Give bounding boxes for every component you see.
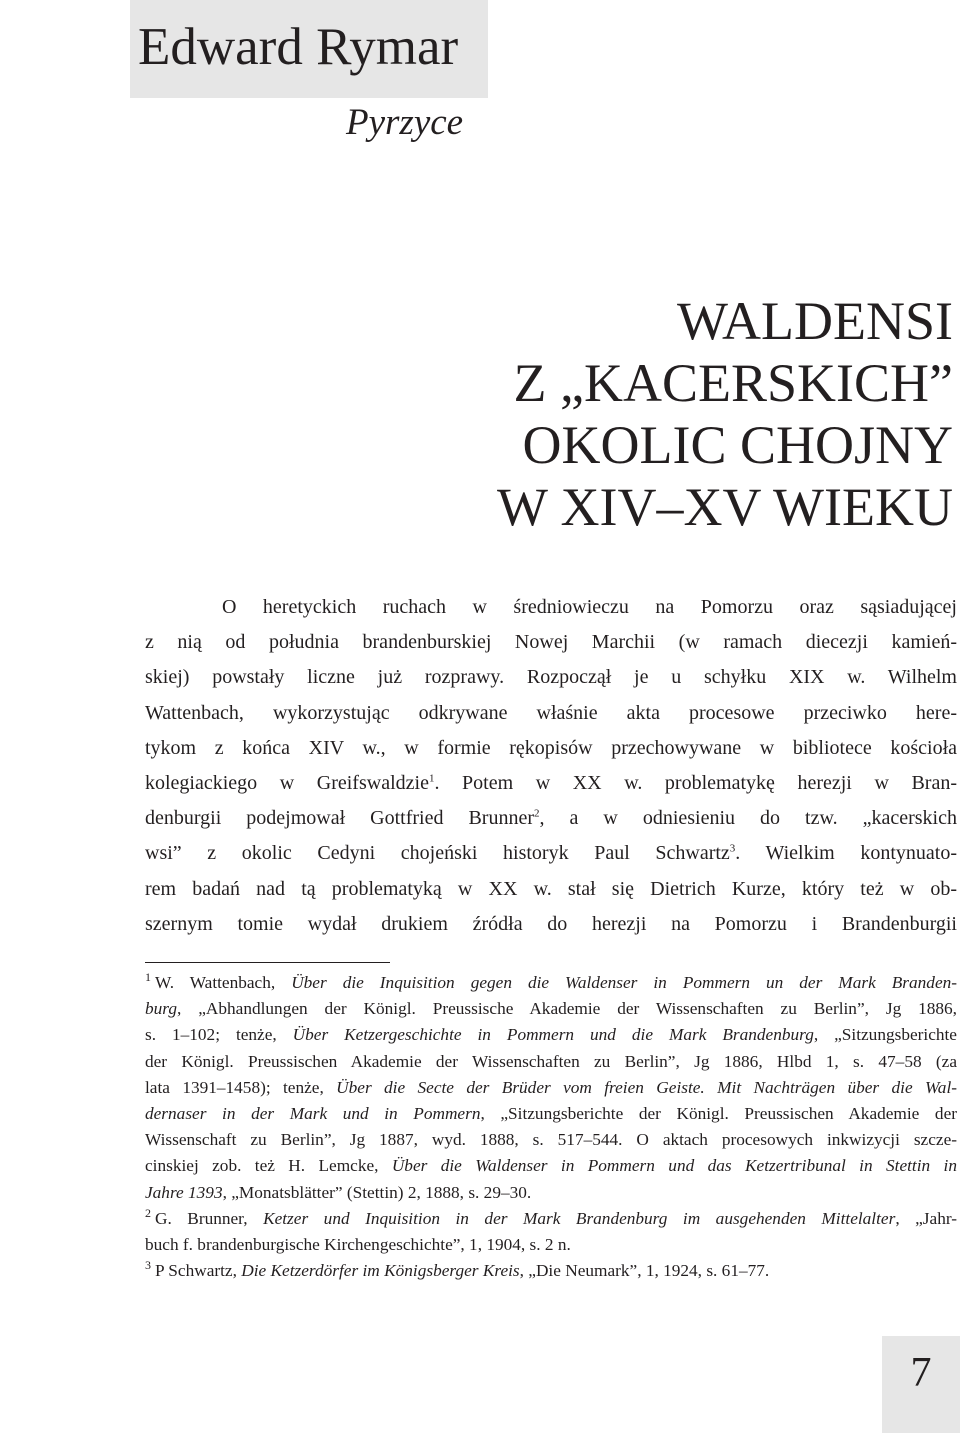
footnote-italic: Jahre 1393 [145, 1182, 223, 1202]
footnote-1-line [145, 1153, 957, 1179]
title-line: W XIV–XV WIEKU [497, 477, 953, 537]
author-place: Pyrzyce [346, 102, 464, 143]
footnotes [145, 970, 957, 1284]
body-line: O heretyckich ruchach w średniowieczu na Pomorzu oraz sąsiadującej [222, 596, 957, 618]
body-line [145, 836, 957, 871]
body-paragraph [145, 590, 957, 942]
footnote-2-line: buch f. brandenburgische Kirchengeschichte”, 1, 1904, s. 2 n. [145, 1235, 571, 1255]
footnote-italic: Über die Waldenser in Pommern und das Ketzertribunal in Stettin in [391, 1156, 957, 1176]
footnote-italic: Die Ketzerdörfer im Königsberger Kreis [241, 1261, 520, 1281]
footnote-text: W. Wattenbach, [155, 973, 292, 992]
body-line [145, 766, 957, 801]
footnote-text: , „Jahr- [895, 1208, 957, 1228]
footnote-italic: Über die Inquisition gegen die Waldenser in Pommern un der Mark Branden- [291, 973, 958, 992]
footnote-number: 3 [145, 1258, 151, 1273]
footnote-1-line [145, 1180, 957, 1206]
footnote-separator [145, 962, 390, 963]
title-line: WALDENSI [677, 291, 953, 351]
page-number: 7 [910, 1350, 932, 1396]
footnote-1-line [145, 1022, 957, 1048]
footnote-text: , „Sitzungsberichte der Königl. Preussischen Akademie der [480, 1104, 957, 1124]
footnote-2-line [145, 1206, 957, 1232]
footnote-text: , „Abhandlungen der Königl. Preussische Akademie der Wissenschaften zu Berlin”, Jg 1886, [177, 999, 957, 1019]
footnote-text: cinskiej zob. też H. Lemcke, [145, 1156, 392, 1176]
footnote-italic: Ketzer und Inquisition in der Mark Brandenburg im ausgehenden Mittelalter [263, 1208, 896, 1228]
body-line: skiej) powstały liczne już rozprawy. Rozpoczął je u schyłku XIX w. Wilhelm [145, 666, 957, 689]
footnote-ref-3[interactable]: 3 [729, 842, 736, 855]
body-line: rem badań nad tą problematyką w XX w. stał się Dietrich Kurze, który też w ob- [145, 877, 957, 900]
body-line: Wattenbach, wykorzystując odkrywane właśnie akta procesowe przeciwko here- [145, 701, 957, 724]
body-text-run: denburgii podejmował Gottfried Brunner [145, 807, 534, 830]
body-line [145, 801, 957, 836]
footnote-text: , „Sitzungsberichte [813, 1025, 957, 1045]
footnote-1-line: Wissenschaft zu Berlin”, Jg 1887, wyd. 1888, s. 517–544. O aktach procesowych inkwizycji szcze- [145, 1130, 957, 1150]
article-title [333, 290, 953, 538]
title-line: Z „KACERSKICH” [513, 353, 953, 413]
footnote-italic: burg [145, 999, 178, 1019]
body-line: z nią od południa brandenburskiej Nowej Marchii (w ramach diecezji kamień- [145, 631, 957, 654]
footnote-1-line [145, 996, 957, 1022]
body-text-run: wsi” z okolic Cedyni chojeński historyk Paul Schwartz [145, 842, 730, 865]
body-text-run: . Wielkim kontynuato- [735, 842, 957, 865]
footnote-1-line [145, 1075, 957, 1101]
footnote-text: , „Monatsblätter” (Stettin) 2, 1888, s. 29–30. [222, 1182, 532, 1202]
footnote-text: G. Brunner, [155, 1208, 264, 1228]
author-name: Edward Rymar [138, 18, 459, 76]
footnote-text: P Schwartz, [155, 1261, 242, 1281]
footnote-text: , „Die Neumark”, 1, 1924, s. 61–77. [519, 1261, 770, 1281]
body-text-run: , a w odniesieniu do tzw. „kacerskich [539, 807, 957, 830]
body-line: tykom z końca XIV w., w formie rękopisów przechowywane w bibliotece kościoła [145, 736, 957, 759]
footnote-italic: dernaser in der Mark und in Pommern [145, 1104, 481, 1124]
footnote-number: 1 [145, 970, 151, 985]
footnote-1-line [145, 1101, 957, 1127]
footnote-3-line [145, 1258, 957, 1284]
footnote-number: 2 [145, 1206, 151, 1221]
footnote-ref-1[interactable]: 1 [428, 772, 435, 785]
footnote-italic: Über die Secte der Brüder vom freien Geiste. Mit Nachträgen über die Wal- [336, 1077, 958, 1097]
body-text-run: . Potem w XX w. problematykę herezji w Bran- [434, 772, 957, 795]
footnote-1-line: der Königl. Preussischen Akademie der Wissenschaften zu Berlin”, Jg 1886, Hlbd 1, s. 47–58 (za [145, 1051, 957, 1071]
footnote-1-line [145, 970, 957, 996]
footnote-ref-2[interactable]: 2 [534, 807, 540, 820]
footnote-text: s. 1–102; tenże, [145, 1025, 293, 1045]
body-text-run: kolegiackiego w Greifswaldzie [145, 772, 429, 795]
footnote-italic: Über Ketzergeschichte in Pommern und die Mark Brandenburg [292, 1025, 814, 1045]
body-line: szernym tomie wydał drukiem źródła do herezji na Pomorzu i Brandenburgii [145, 912, 957, 935]
footnote-text: lata 1391–1458); tenże, [145, 1077, 337, 1097]
title-line: OKOLIC CHOJNY [522, 415, 953, 475]
